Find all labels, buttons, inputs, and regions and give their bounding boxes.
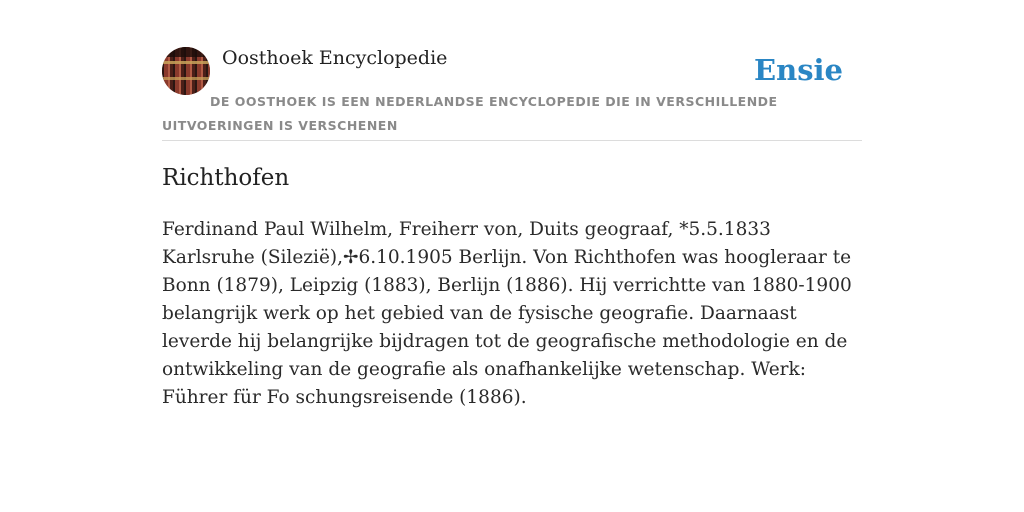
- avatar[interactable]: [162, 47, 210, 95]
- site-tagline: DE OOSTHOEK IS EEN NEDERLANDSE ENCYCLOPEDIE DIE IN VERSCHILLENDE UITVOERINGEN IS VERSCHENEN: [162, 94, 778, 133]
- site-title[interactable]: Oosthoek Encyclopedie: [222, 47, 448, 69]
- article-title: Richthofen: [162, 165, 290, 191]
- article-body: Ferdinand Paul Wilhelm, Freiherr von, Duits geograaf, *5.5.1833 Karlsruhe (Silezië),✢6.10.1905 Berlijn. Von Richthofen was hoogleraar te Bonn (1879), Leipzig (1883), Berlijn (1886). Hij verrichtte van 1880-1900 belangrijk werk op het gebied van de fysische geografie. Daarnaast leverde hij belangrijke bijdragen tot de geografische methodologie en de ontwikkeling van de geografie als onafhankelijke wetenschap. Werk: Führer für Fo schungsreisende (1886).: [162, 219, 852, 408]
- brand-logo[interactable]: Ensie: [754, 53, 843, 87]
- header: [162, 46, 862, 141]
